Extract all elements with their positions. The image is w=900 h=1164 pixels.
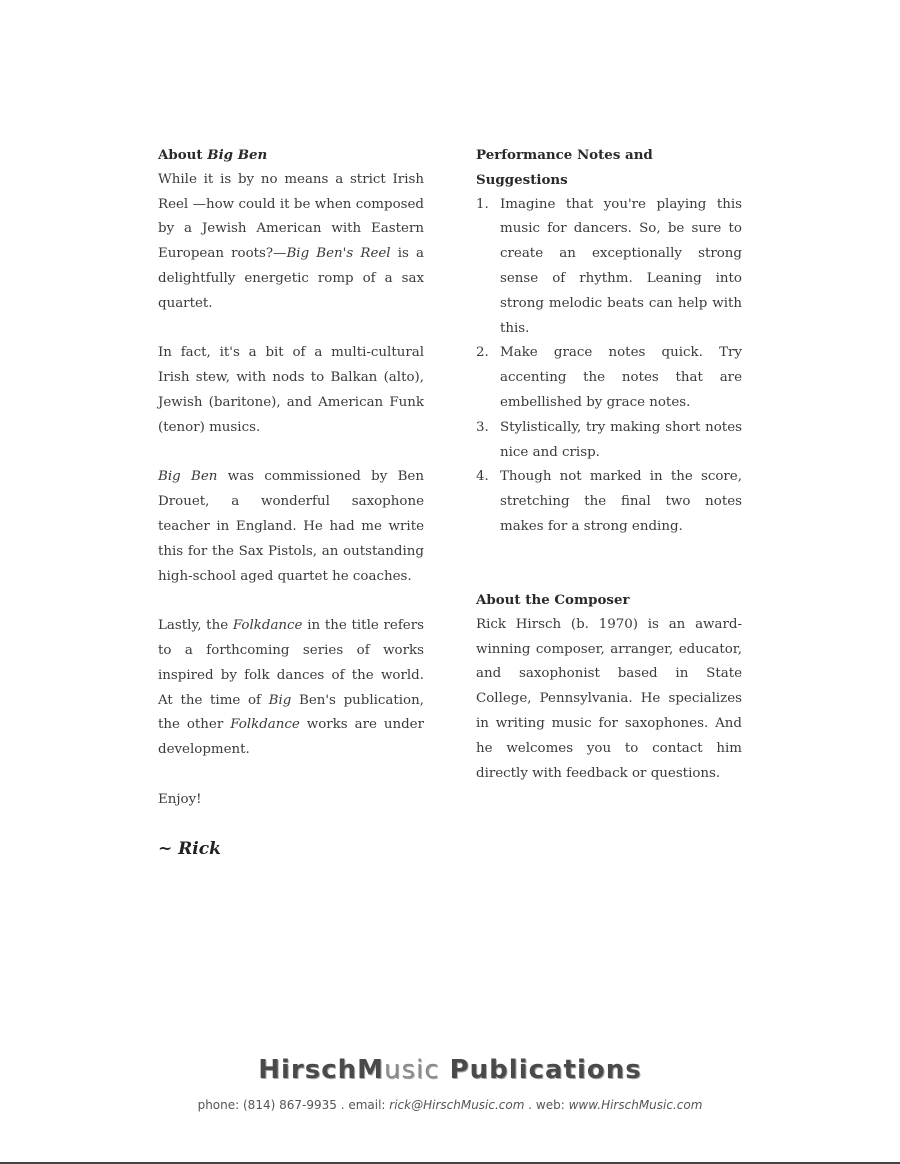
p4-text-d: works are under development.	[158, 717, 424, 758]
p4-italic-1: Folkdance	[232, 618, 303, 634]
separator: .	[528, 1098, 536, 1112]
list-item	[476, 465, 742, 539]
about-paragraph-1	[158, 168, 424, 317]
list-item	[476, 416, 742, 466]
performance-list	[476, 193, 742, 540]
p1-italic: Big Ben's Reel	[286, 246, 391, 262]
list-number: 1.	[476, 196, 489, 212]
about-heading	[158, 143, 424, 168]
list-item	[476, 193, 742, 342]
composer-section	[476, 588, 742, 786]
composer-bio: Rick Hirsch (b. 1970) is an award-winning composer, arranger, educator, and saxophonist based in State College, Pennsylvania. He specializes in writing music for saxophones. And he welcomes you to contact him directly with feedback or questions.	[476, 616, 742, 781]
phone-number: (814) 867-9935	[243, 1098, 337, 1112]
about-heading-prefix: About	[158, 147, 208, 163]
about-paragraph-2: In fact, it's a bit of a multi-cultural Irish stew, with nods to Balkan (alto), Jewish (baritone), and American Funk (tenor) musics.	[158, 345, 424, 435]
web-link[interactable]: www.HirschMusic.com	[568, 1098, 703, 1112]
signature: ~ Rick	[158, 839, 221, 860]
logo-part-b: usic	[384, 1055, 440, 1085]
about-paragraph-4	[158, 614, 424, 763]
composer-heading: About the Composer	[476, 592, 630, 608]
p3-text: was commissioned by Ben Drouet, a wonderful saxophone teacher in England. He had me write this for the Sax Pistols, an outstanding high-school aged quartet he coaches.	[158, 469, 424, 584]
about-heading-title: Big Ben	[207, 147, 268, 163]
list-item	[476, 341, 742, 415]
p4-text-c: Ben's publication, the other	[158, 692, 424, 733]
p4-italic-3: Folkdance	[230, 717, 300, 733]
p1-text-b: is a delightfully energetic romp of a sax quartet.	[158, 246, 424, 311]
list-text: Make grace notes quick. Try accenting the notes that are embellished by grace notes.	[500, 345, 742, 410]
logo-part-a: HirschM	[258, 1055, 384, 1085]
about-paragraph-3	[158, 465, 424, 589]
logo-part-c: Publications	[439, 1055, 642, 1085]
list-number: 3.	[476, 419, 489, 435]
contact-line	[0, 1098, 900, 1112]
list-number: 2.	[476, 345, 489, 361]
p4-italic-2: Big	[268, 692, 292, 708]
publisher-logo	[0, 1055, 900, 1085]
p4-text-b: in the title refers to a forthcoming series of works inspired by folk dances of the world. At the time of	[158, 618, 424, 708]
web-label: web:	[535, 1098, 569, 1112]
performance-column	[476, 143, 742, 540]
p4-text-a: Lastly, the	[158, 618, 233, 634]
email-label: email:	[348, 1098, 390, 1112]
performance-heading: Performance Notes and Suggestions	[476, 147, 653, 188]
enjoy-text: Enjoy!	[158, 791, 202, 807]
about-column	[158, 143, 424, 862]
email-link[interactable]: rick@HirschMusic.com	[389, 1098, 525, 1112]
separator: .	[340, 1098, 349, 1112]
phone-label: phone:	[197, 1098, 243, 1112]
list-number: 4.	[476, 469, 489, 485]
p3-italic: Big Ben	[158, 469, 218, 485]
list-text: Imagine that you're playing this music for dancers. So, be sure to create an exceptionally strong sense of rhythm. Leaning into strong melodic beats can help with this.	[500, 196, 742, 336]
list-text: Stylistically, try making short notes nice and crisp.	[500, 419, 742, 460]
p1-text-a: While it is by no means a strict Irish Reel —how could it be when composed by a Jewish American with Eastern European roots?—	[158, 171, 424, 262]
list-text: Though not marked in the score, stretching the final two notes makes for a strong ending.	[500, 469, 742, 534]
